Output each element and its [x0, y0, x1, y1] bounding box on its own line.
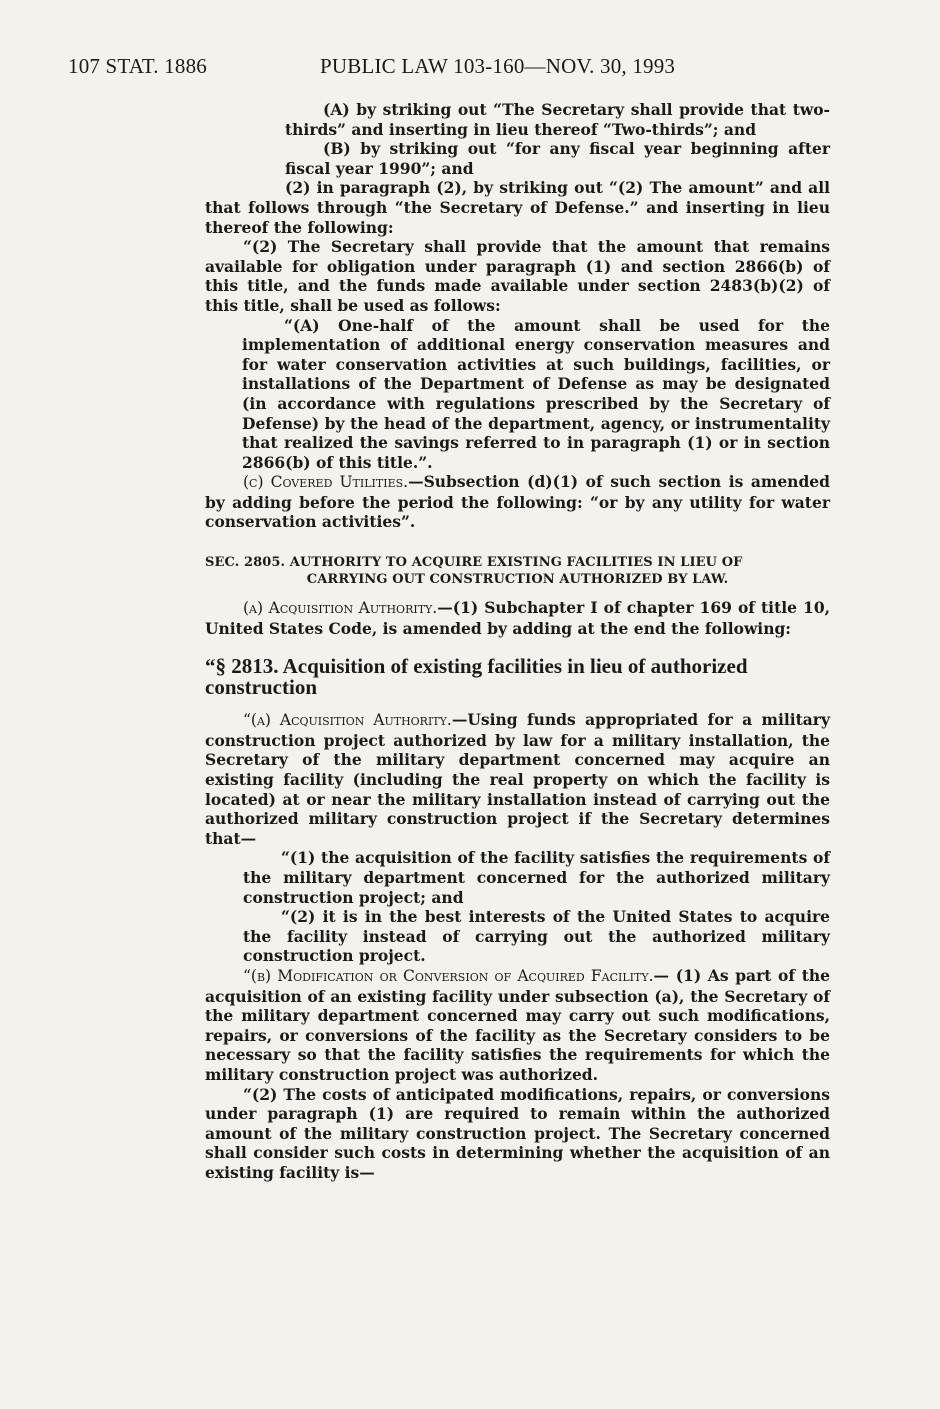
- subsection-a-heading: (a) Acquisition Authority.: [243, 599, 438, 618]
- section-heading-line-1: SEC. 2805. AUTHORITY TO ACQUIRE EXISTING FACILITIES IN LIEU OF: [205, 555, 743, 571]
- subsection-c-heading: (c) Covered Utilities.: [243, 473, 409, 492]
- paragraph-b: (B) by striking out “for any fiscal year beginning after fiscal year 1990”; and: [285, 139, 830, 178]
- running-head: PUBLIC LAW 103-160—NOV. 30, 1993: [320, 54, 676, 78]
- code-subsection-b-paragraph-2: “(2) The costs of anticipated modifications, repairs, or conversions under paragraph (1) are required to remain within the authorized amount of the military construction project. The Secretary concerned shall consider such costs in determining whether the acquisition of an existing facility is—: [205, 1084, 830, 1182]
- code-subsection-b-text: — (1) As part of the acquisition of an existing facility under subsection (a), the Secretary of the military department concerned may carry out such modifications, repairs, or conversions of the facility as the Secretary considers to be necessary so that the facility satisfies the requirements for which the military construction project was authorized.: [205, 965, 830, 1084]
- subsection-c-text: —Subsection (d)(1) of such section is amended by adding before the period the following: “or by any utility for water conservation activities”.: [205, 472, 830, 532]
- page-header: [68, 54, 868, 86]
- code-subsection-b-heading: “(b) Modification or Conversion of Acquired Facility.: [243, 966, 654, 985]
- subsection-a-text: —(1) Subchapter I of chapter 169 of title 10, United States Code, is amended by adding at the end the following:: [205, 598, 830, 638]
- section-heading: [205, 554, 830, 588]
- code-subsection-a-text: —Using funds appropriated for a military construction project authorized by law for a military installation, the Secretary of the military department concerned may acquire an existing facility (including the real property on which the facility is located) at or near the military installation instead of carrying out the authorized military construction project if the Secretary determines that—: [205, 710, 830, 848]
- code-section-title-line-2: construction: [205, 675, 317, 700]
- subsection-a: [205, 598, 830, 638]
- paragraph-a: (A) by striking out “The Secretary shall provide that two-thirds” and inserting in lieu thereof “Two-thirds”; and: [285, 100, 830, 139]
- paragraph-2: (2) in paragraph (2), by striking out “(2) The amount” and all that follows through “the Secretary of Defense.” and inserting in lieu thereof the following:: [205, 178, 830, 237]
- document-body: [205, 100, 830, 1183]
- code-subsection-a-heading: “(a) Acquisition Authority.: [243, 711, 452, 730]
- inserted-paragraph-2: “(2) The Secretary shall provide that the amount that remains available for obligation under paragraph (1) and section 2866(b) of this title, and the funds made available under section 2483(b)(2) of this title, shall be used as follows:: [205, 237, 830, 315]
- subsection-c: [205, 472, 830, 532]
- code-paragraph-2: “(2) it is in the best interests of the United States to acquire the facility instead of carrying out the authorized military construction project.: [243, 907, 830, 966]
- code-subsection-b: [205, 966, 830, 1085]
- code-paragraph-1: “(1) the acquisition of the facility satisfies the requirements of the military department concerned for the authorized military construction project; and: [243, 848, 830, 907]
- inserted-subparagraph-a: “(A) One-half of the amount shall be used for the implementation of additional energy conservation measures and for water conservation activities at such buildings, facilities, or installations of the Department of Defense as may be designated (in accordance with regulations prescribed by the Secretary of Defense) by the head of the department, agency, or instrumentality that realized the savings referred to in paragraph (1) or in section 2866(b) of this title.”.: [242, 315, 830, 472]
- section-heading-line-2: CARRYING OUT CONSTRUCTION AUTHORIZED BY LAW.: [306, 572, 729, 588]
- code-subsection-a: [205, 710, 830, 848]
- code-section-title: [205, 656, 830, 698]
- page-folio: 107 STAT. 1886: [68, 54, 207, 78]
- code-section-title-line-1: “§ 2813. Acquisition of existing facilities in lieu of authorized: [205, 654, 748, 679]
